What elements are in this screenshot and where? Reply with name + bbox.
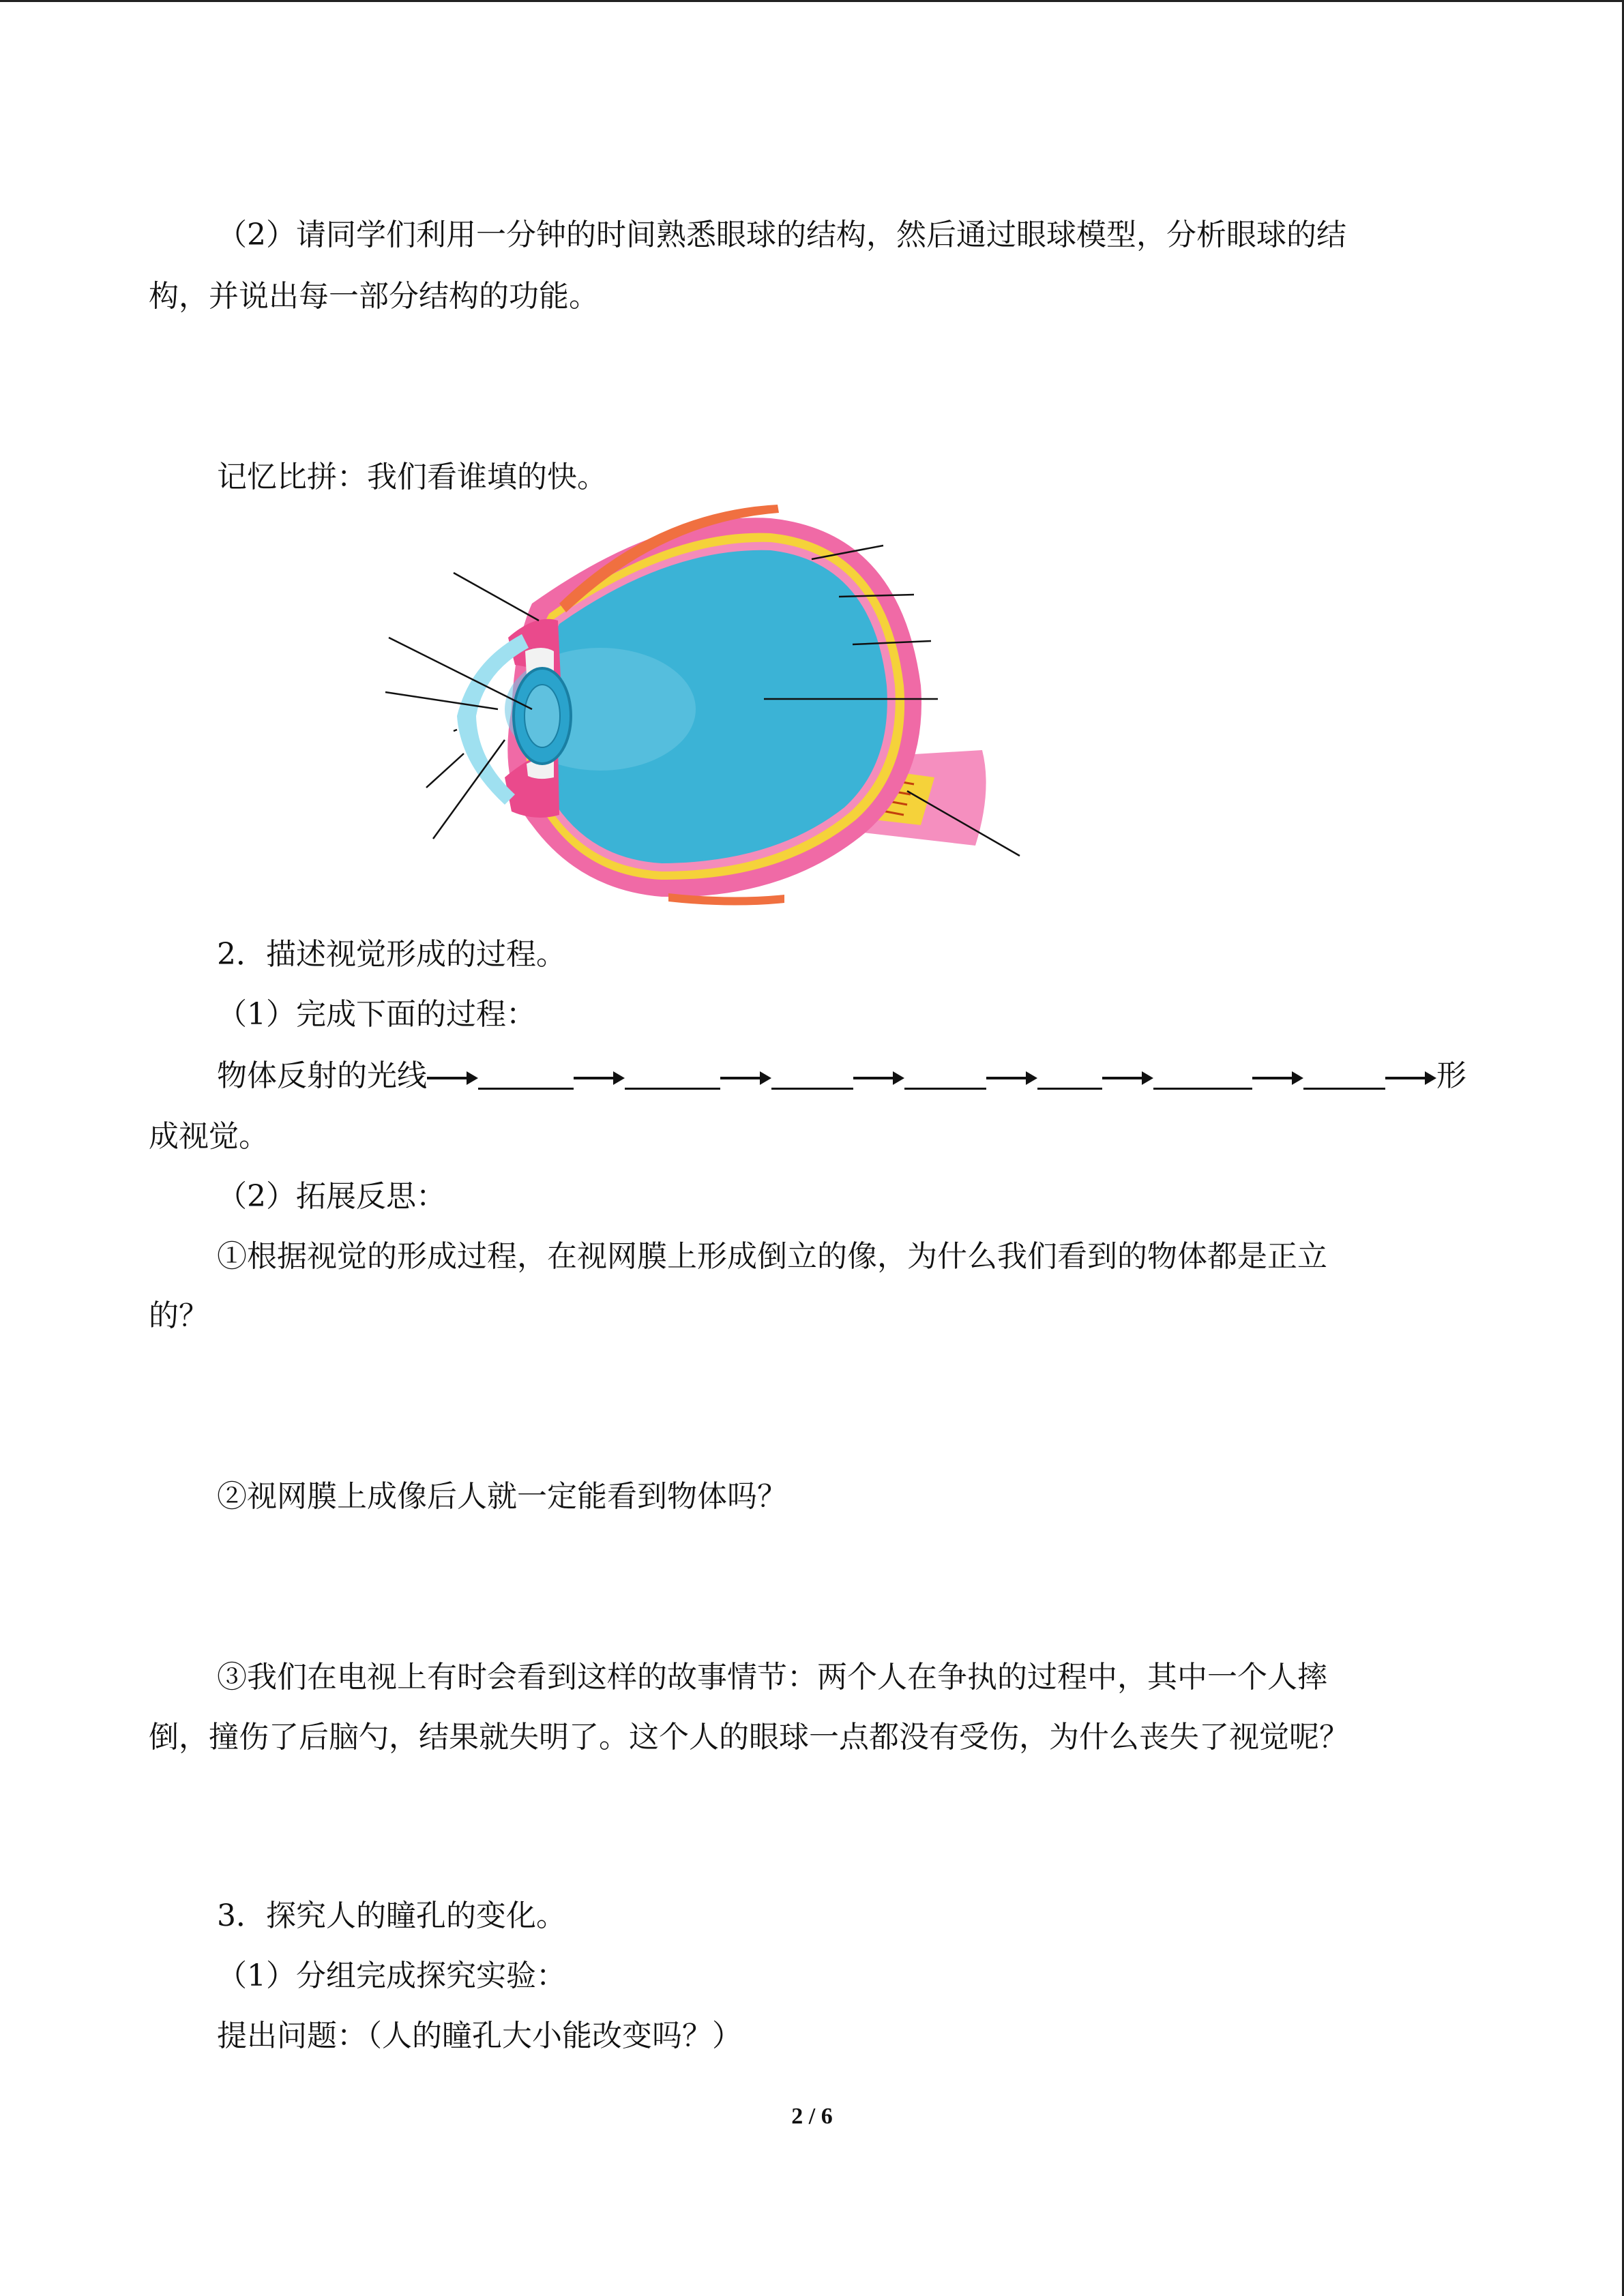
q3-question: 提出问题：（人的瞳孔大小能改变吗？） — [217, 2018, 742, 2053]
q1-2-line2: 构，并说出每一部分结构的功能。 — [149, 279, 599, 314]
fill-blank-1[interactable] — [478, 1060, 574, 1090]
arrow-icon — [427, 1068, 478, 1088]
muscle-lower — [668, 893, 784, 906]
flow-end-label: 形 — [1436, 1058, 1466, 1093]
fill-blank-2[interactable] — [625, 1060, 720, 1090]
q2-flow-line2: 成视觉。 — [149, 1119, 269, 1154]
q2-flow-row — [217, 1056, 1466, 1097]
arrow-icon — [574, 1068, 625, 1088]
fill-blank-6[interactable] — [1153, 1060, 1252, 1090]
q2-title: 2．描述视觉形成的过程。 — [217, 937, 566, 972]
arrow-icon — [720, 1068, 771, 1088]
arrow-icon — [1385, 1068, 1436, 1088]
q2-2: （2）拓展反思： — [217, 1179, 446, 1214]
memory-game-prompt: 记忆比拼：我们看谁填的快。 — [217, 460, 607, 494]
q2-reflection-1-line1: ①根据视觉的形成过程，在视网膜上形成倒立的像，为什么我们看到的物体都是正立 — [217, 1239, 1327, 1274]
fill-blank-3[interactable] — [771, 1060, 853, 1090]
q2-reflection-3-line1: ③我们在电视上有时会看到这样的故事情节：两个人在争执的过程中，其中一个人摔 — [217, 1660, 1327, 1695]
flow-start-label: 物体反射的光线 — [217, 1058, 427, 1093]
q2-reflection-1-line2: 的？ — [149, 1298, 209, 1333]
q2-1: （1）完成下面的过程： — [217, 997, 536, 1032]
q2-reflection-3-line2: 倒，撞伤了后脑勺，结果就失明了。这个人的眼球一点都没有受伤，为什么丧失了视觉呢？ — [149, 1720, 1349, 1755]
page-top-border — [0, 0, 1624, 2]
eyeball-diagram — [375, 505, 1057, 907]
arrow-icon — [853, 1068, 904, 1088]
q3-1: （1）分组完成探究实验： — [217, 1958, 566, 1993]
fill-blank-7[interactable] — [1303, 1060, 1385, 1090]
arrow-icon — [1252, 1068, 1303, 1088]
arrow-icon — [986, 1068, 1037, 1088]
page-number: 2 / 6 — [791, 2104, 833, 2129]
q3-title: 3．探究人的瞳孔的变化。 — [217, 1898, 566, 1933]
arrow-icon — [1102, 1068, 1153, 1088]
fill-blank-5[interactable] — [1037, 1060, 1102, 1090]
q1-2-line1: （2）请同学们利用一分钟的时间熟悉眼球的结构，然后通过眼球模型，分析眼球的结 — [217, 218, 1346, 252]
fill-blank-4[interactable] — [904, 1060, 986, 1090]
q2-reflection-2: ②视网膜上成像后人就一定能看到物体吗？ — [217, 1479, 787, 1514]
